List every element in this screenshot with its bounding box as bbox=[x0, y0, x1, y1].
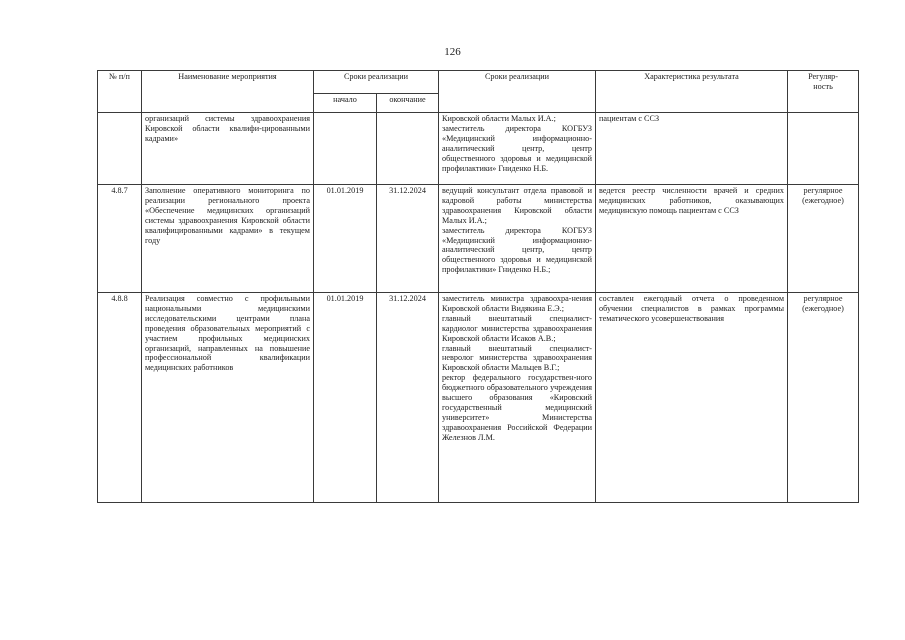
row-responsible: заместитель министра здравоохра-нения Кировской области Видякина Е.Э.; главный внештатный специалист-кардиолог министерства здравоохранения Кировской области Исаков А.В.; главный внештатный специалист-невролог министерства здравоохранения Кировской области Мальцев В.Г.; ректор федерального государствен-ного бюджетного образовательного учреждения высшего образования «Кировский государственный медицинский университет» Министерства здравоохранения Российской Федерации Железнов Л.М. bbox=[439, 293, 596, 503]
header-responsible: Сроки реализации bbox=[439, 71, 596, 113]
header-terms-start: начало bbox=[314, 94, 377, 113]
row-name: Заполнение оперативного мониторинга по реализации регионального проекта «Обеспечение медицинских организаций системы здравоохранения Кировской области квалифицированными кадрами» в текущем году bbox=[142, 185, 314, 293]
activities-table bbox=[97, 70, 859, 503]
row-regularity bbox=[788, 113, 859, 185]
row-start bbox=[314, 113, 377, 185]
row-end: 31.12.2024 bbox=[377, 293, 439, 503]
header-terms-end: окончание bbox=[377, 94, 439, 113]
row-start: 01.01.2019 bbox=[314, 293, 377, 503]
table-header-row bbox=[98, 71, 859, 94]
row-result: ведется реестр численности врачей и средних медицинских работников, оказывающих медицинскую помощь пациентам с ССЗ bbox=[596, 185, 788, 293]
row-result: составлен ежегодный отчета о проведенном обучении специалистов в рамках программы тематического усовершенствования bbox=[596, 293, 788, 503]
row-num bbox=[98, 113, 142, 185]
row-regularity: регулярное (ежегодное) bbox=[788, 293, 859, 503]
row-end bbox=[377, 113, 439, 185]
row-regularity: регулярное (ежегодное) bbox=[788, 185, 859, 293]
row-start: 01.01.2019 bbox=[314, 185, 377, 293]
header-regularity: Регуляр- ность bbox=[788, 71, 859, 113]
row-responsible: ведущий консультант отдела правовой и кадровой работы министерства здравоохранения Кировской области Малых И.А.; заместитель директора КОГБУЗ «Медицинский информационно-аналитический центр, центр общественного здоровья и медицинской профилактики» Гниденко Н.Б.; bbox=[439, 185, 596, 293]
header-result: Характеристика результата bbox=[596, 71, 788, 113]
header-terms: Сроки реализации bbox=[314, 71, 439, 94]
page-number: 126 bbox=[444, 46, 461, 58]
row-num: 4.8.8 bbox=[98, 293, 142, 503]
row-end: 31.12.2024 bbox=[377, 185, 439, 293]
row-result: пациентам с ССЗ bbox=[596, 113, 788, 185]
row-num: 4.8.7 bbox=[98, 185, 142, 293]
row-name: Реализация совместно с профильными национальными медицинскими исследовательскими центрами плана проведения образовательных мероприятий с участием профильных медицинских организаций, направленных на повышение профессиональной квалификации медицинских работников bbox=[142, 293, 314, 503]
header-num: № п/п bbox=[98, 71, 142, 113]
table-row bbox=[98, 185, 859, 293]
table-row bbox=[98, 293, 859, 503]
row-responsible: Кировской области Малых И.А.; заместитель директора КОГБУЗ «Медицинский информационно-аналитический центр, центр общественного здоровья и медицинской профилактики» Гниденко Н.Б. bbox=[439, 113, 596, 185]
header-name: Наименование мероприятия bbox=[142, 71, 314, 113]
row-name: организаций системы здравоохранения Кировской области квалифи-цированными кадрами» bbox=[142, 113, 314, 185]
table-row bbox=[98, 113, 859, 185]
